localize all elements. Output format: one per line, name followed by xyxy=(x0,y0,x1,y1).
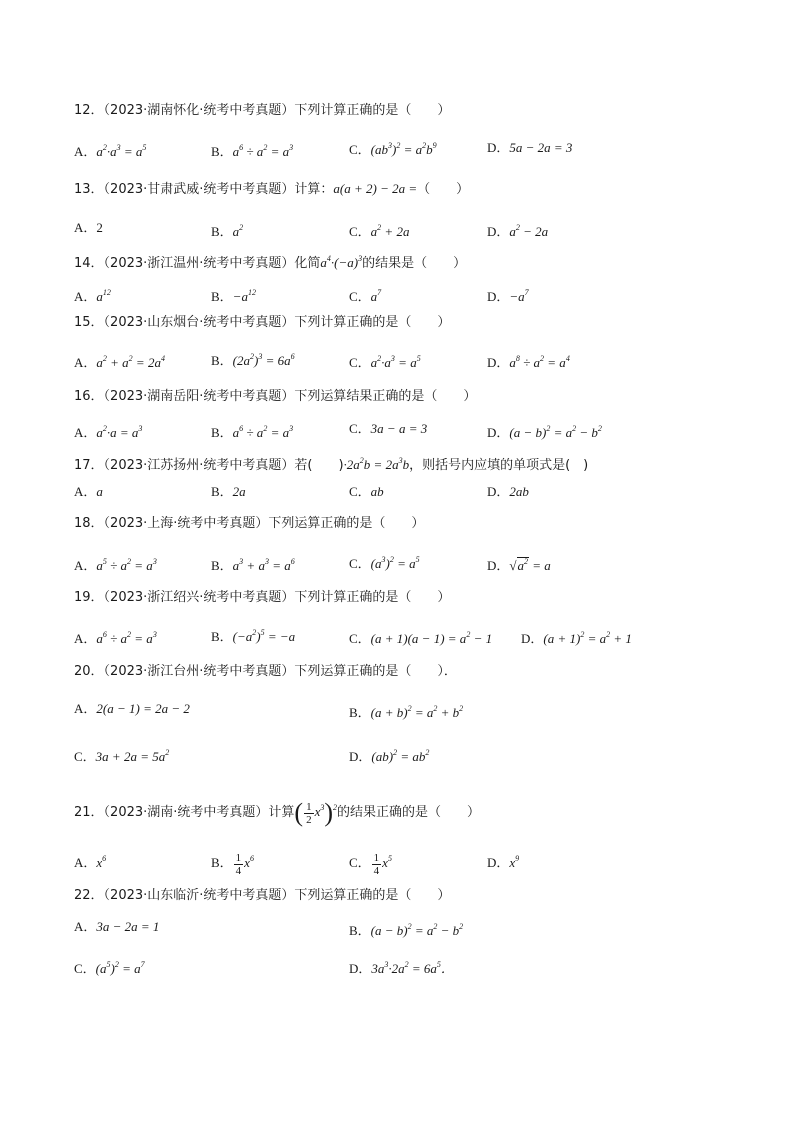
option-17-a[interactable]: A．a xyxy=(74,484,103,499)
question-19-stem: 19．（2023·浙江绍兴·统考中考真题）下列计算正确的是（ ） xyxy=(74,590,451,605)
option-21-a[interactable]: A．$x^6$ xyxy=(74,854,107,870)
option-13-c[interactable]: C．$a^2 + 2a$ xyxy=(349,223,410,239)
option-15-b[interactable]: B．$(2a^2)^3 = 6a^6$ xyxy=(211,352,295,368)
question-21-stem: 21．（2023·湖南·统考中考真题）计算( $\frac{1}{2}$ $x^3)^2$的结果正确的是（ ） xyxy=(74,798,481,828)
option-14-d[interactable]: D．$-a^7$ xyxy=(487,288,529,304)
option-20-c[interactable]: C．$3a + 2a = 5a^2$ xyxy=(74,748,170,764)
option-14-b[interactable]: B．$-a^{12}$ xyxy=(211,288,256,304)
option-15-a[interactable]: A．$a^2 + a^2 = 2a^4$ xyxy=(74,354,165,370)
option-17-c[interactable]: C．ab xyxy=(349,484,384,499)
question-13-stem: 13．（2023·甘肃武威·统考中考真题）计算：a(a + 2) − 2a =（ ） xyxy=(74,181,470,197)
option-18-b[interactable]: B．$a^3 + a^3 = a^6$ xyxy=(211,557,295,573)
option-22-a[interactable]: A．3a − 2a = 1 xyxy=(74,919,160,934)
option-16-b[interactable]: B．$a^6 \div a^2 = a^3$ xyxy=(211,424,294,440)
option-22-b[interactable]: B．$(a - b)^2 = a^2 - b^2$ xyxy=(349,922,464,938)
question-12-stem xyxy=(74,102,450,120)
question-16-stem: 16．（2023·湖南岳阳·统考中考真题）下列运算结果正确的是（ ） xyxy=(74,389,477,404)
option-19-d[interactable]: D．$(a + 1)^2 = a^2 + 1$ xyxy=(521,630,632,646)
option-18-d[interactable]: D．$√a^2 = a$ xyxy=(487,557,551,573)
option-14-a[interactable]: A．$a^{12}$ xyxy=(74,288,111,304)
option-18-a[interactable]: A．$a^5 \div a^2 = a^3$ xyxy=(74,557,157,573)
option-16-c[interactable]: C．3a − a = 3 xyxy=(349,421,428,436)
option-13-d[interactable]: D．$a^2 - 2a$ xyxy=(487,223,549,239)
question-17-stem: 17．（2023·江苏扬州·统考中考真题）若( )$\cdot 2a^2b = 2a^3b$，则括号内应填的单项式是( ) xyxy=(74,456,589,473)
question-15-stem: 15．（2023·山东烟台·统考中考真题）下列计算正确的是（ ） xyxy=(74,315,451,330)
option-20-d[interactable]: D．$(ab)^2 = ab^2$ xyxy=(349,748,430,764)
option-22-d[interactable]: D．$3a^3\cdot 2a^2 = 6a^5$． xyxy=(349,960,454,976)
option-20-a[interactable]: A．2(a − 1) = 2a − 2 xyxy=(74,701,190,716)
option-22-c[interactable]: C．$(a^5)^2 = a^7$ xyxy=(74,960,145,976)
question-18-stem: 18．（2023·上海·统考中考真题）下列运算正确的是（ ） xyxy=(74,516,425,531)
option-16-d[interactable]: D．$(a - b)^2 = a^2 - b^2$ xyxy=(487,424,602,440)
option-18-c[interactable]: C．$(a^3)^2 = a^5$ xyxy=(349,555,420,571)
option-13-b[interactable]: B．$a^2$ xyxy=(211,223,244,239)
option-17-b[interactable]: B．2a xyxy=(211,484,246,499)
question-22-stem: 22．（2023·山东临沂·统考中考真题）下列运算正确的是（ ） xyxy=(74,888,451,903)
option-12-d[interactable]: D．5a − 2a = 3 xyxy=(487,140,573,155)
option-14-c[interactable]: C．$a^7$ xyxy=(349,288,382,304)
option-16-a[interactable]: A．$a^2\cdot a = a^3$ xyxy=(74,424,143,440)
option-12-a[interactable]: A．$a^2\cdot a^3 = a^5$ xyxy=(74,143,147,159)
option-20-b[interactable]: B．$(a + b)^2 = a^2 + b^2$ xyxy=(349,704,464,720)
option-19-c[interactable]: C．$(a + 1)(a - 1) = a^2 - 1$ xyxy=(349,630,493,646)
option-12-c[interactable]: C．$(ab^3)^2 = a^2b^9$ xyxy=(349,141,437,157)
option-21-d[interactable]: D．$x^9$ xyxy=(487,854,520,870)
question-14-stem: 14．（2023·浙江温州·统考中考真题）化简$a^4\cdot(-a)^3$的结果是（ ） xyxy=(74,254,467,271)
question-stem-text: 12．（2023·湖南怀化·统考中考真题）下列计算正确的是（ ） xyxy=(74,103,451,118)
question-20-stem: 20．（2023·浙江台州·统考中考真题）下列运算正确的是（ ）． xyxy=(74,664,457,679)
option-13-a[interactable]: A．2 xyxy=(74,220,103,235)
option-19-a[interactable]: A．$a^6 \div a^2 = a^3$ xyxy=(74,630,157,646)
option-21-b[interactable]: B． $\frac{1}{4}$ $x^6$ xyxy=(211,851,254,877)
option-21-c[interactable]: C． $\frac{1}{4}$ $x^5$ xyxy=(349,851,392,877)
option-12-b[interactable]: B．$a^6 \div a^2 = a^3$ xyxy=(211,143,294,159)
option-19-b[interactable]: B．$(-a^2)^5 = -a$ xyxy=(211,628,296,644)
option-15-d[interactable]: D．$a^8 \div a^2 = a^4$ xyxy=(487,354,570,370)
option-15-c[interactable]: C．$a^2\cdot a^3 = a^5$ xyxy=(349,354,421,370)
option-17-d[interactable]: D．2ab xyxy=(487,484,529,499)
